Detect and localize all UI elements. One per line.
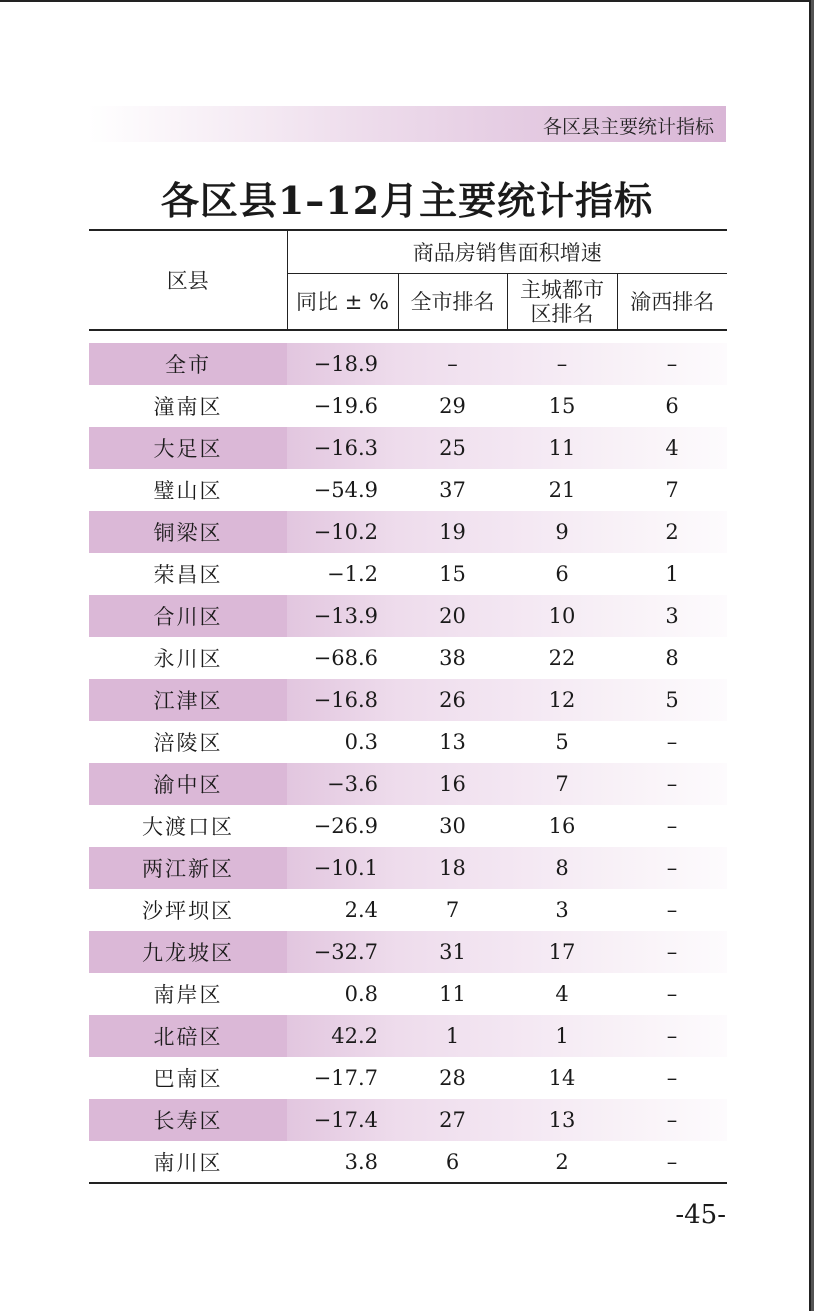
table-row	[89, 637, 727, 679]
city-rank-cell: 26	[398, 679, 507, 721]
county-name-cell: 两江新区	[89, 847, 287, 889]
table-body	[89, 330, 727, 1183]
metro-rank-cell: 17	[507, 931, 617, 973]
city-rank-cell: –	[398, 343, 507, 385]
west-rank-cell: 4	[617, 427, 727, 469]
table-row	[89, 1099, 727, 1141]
county-name-cell: 永川区	[153, 647, 223, 671]
table-row	[89, 385, 727, 427]
west-rank-cell: –	[617, 847, 727, 889]
table-row	[89, 343, 727, 385]
west-rank-cell: 3	[617, 595, 727, 637]
bottom-rule	[89, 1182, 727, 1184]
yoy-cell: 0.3	[344, 730, 378, 754]
metro-rank-cell: 14	[548, 1066, 576, 1090]
metro-rank-cell: 10	[507, 595, 617, 637]
county-name-cell: 大渡口区	[142, 815, 234, 839]
county-name-cell: 潼南区	[153, 395, 223, 419]
county-name-cell: 大足区	[89, 427, 287, 469]
yoy-cell: −16.8	[287, 679, 398, 721]
west-rank-cell: –	[666, 730, 678, 754]
west-rank-cell: 1	[665, 562, 679, 586]
yoy-cell: −26.9	[313, 814, 378, 838]
west-rank-cell: 2	[617, 511, 727, 553]
city-rank-cell: 28	[439, 1066, 466, 1090]
yoy-cell: −54.9	[313, 478, 378, 502]
metro-rank-cell: 8	[507, 847, 617, 889]
metro-rank-cell: 3	[555, 898, 569, 922]
city-rank-cell: 19	[398, 511, 507, 553]
city-rank-cell: 25	[398, 427, 507, 469]
metro-rank-cell: 11	[507, 427, 617, 469]
table-row	[89, 1015, 727, 1057]
metro-rank-cell: 7	[507, 763, 617, 805]
city-rank-cell: 16	[398, 763, 507, 805]
county-name-cell: 九龙坡区	[89, 931, 287, 973]
table-row	[89, 427, 727, 469]
table-row	[89, 679, 727, 721]
metro-rank-column-header	[507, 274, 617, 331]
county-name-cell: 涪陵区	[153, 731, 223, 755]
table-row	[89, 721, 727, 763]
table-row	[89, 973, 727, 1015]
table-row	[89, 805, 727, 847]
west-rank-cell: –	[666, 898, 678, 922]
table-row	[89, 1141, 727, 1183]
county-name-cell: 全市	[89, 343, 287, 385]
west-rank-cell: –	[617, 1015, 727, 1057]
county-name-cell: 长寿区	[89, 1099, 287, 1141]
city-rank-cell: 13	[439, 730, 466, 754]
county-name-cell: 荣昌区	[153, 563, 223, 587]
yoy-cell: −3.6	[287, 763, 398, 805]
running-header	[88, 106, 726, 142]
west-rank-cell: –	[666, 1150, 678, 1174]
table-row	[89, 595, 727, 637]
county-name-cell: 南岸区	[153, 983, 223, 1007]
yoy-cell: −19.6	[313, 394, 378, 418]
table-row	[89, 511, 727, 553]
city-rank-cell: 15	[439, 562, 466, 586]
table-row	[89, 889, 727, 931]
county-name-cell: 渝中区	[89, 763, 287, 805]
metro-rank-cell: –	[507, 343, 617, 385]
west-rank-cell: 7	[665, 478, 679, 502]
city-rank-cell: 37	[439, 478, 466, 502]
yoy-cell: −68.6	[313, 646, 378, 670]
page-title: 各区县1–12月主要统计指标	[160, 178, 654, 223]
west-rank-column-header: 渝西排名	[617, 274, 727, 331]
group-column-header: 商品房销售面积增速	[287, 230, 727, 274]
city-rank-cell: 27	[398, 1099, 507, 1141]
county-name-cell: 江津区	[89, 679, 287, 721]
metro-rank-cell: 4	[555, 982, 569, 1006]
county-column-header: 区县	[89, 230, 287, 330]
metro-rank-cell: 6	[555, 562, 569, 586]
yoy-cell: 0.8	[344, 982, 378, 1006]
city-rank-cell: 1	[398, 1015, 507, 1057]
metro-rank-cell: 15	[548, 394, 576, 418]
table-row	[89, 847, 727, 889]
yoy-cell: −32.7	[287, 931, 398, 973]
metro-rank-header-line2: 区排名	[530, 301, 594, 326]
yoy-cell: 2.4	[344, 898, 378, 922]
running-header-title: 各区县主要统计指标	[542, 116, 714, 138]
table-row	[89, 553, 727, 595]
west-rank-cell: –	[617, 931, 727, 973]
county-name-cell: 沙坪坝区	[142, 899, 234, 923]
west-rank-cell: –	[617, 763, 727, 805]
county-name-cell: 巴南区	[153, 1067, 223, 1091]
city-rank-cell: 11	[439, 982, 466, 1006]
yoy-cell: 42.2	[287, 1015, 398, 1057]
city-rank-cell: 38	[439, 646, 466, 670]
city-rank-cell: 18	[398, 847, 507, 889]
metro-rank-cell: 1	[507, 1015, 617, 1057]
metro-rank-cell: 13	[507, 1099, 617, 1141]
statistics-table	[89, 229, 727, 1183]
yoy-cell: −17.4	[287, 1099, 398, 1141]
metro-rank-cell: 21	[548, 478, 576, 502]
county-name-cell: 璧山区	[153, 479, 223, 503]
yoy-cell: −16.3	[287, 427, 398, 469]
west-rank-cell: 5	[617, 679, 727, 721]
table-row	[89, 1057, 727, 1099]
yoy-cell: −10.2	[287, 511, 398, 553]
west-rank-cell: –	[666, 814, 678, 838]
metro-rank-cell: 5	[555, 730, 569, 754]
county-name-cell: 北碚区	[89, 1015, 287, 1057]
city-rank-cell: 7	[445, 898, 460, 922]
table-header	[89, 230, 727, 330]
metro-rank-cell: 16	[548, 814, 576, 838]
metro-rank-cell: 9	[507, 511, 617, 553]
west-rank-cell: 6	[665, 394, 679, 418]
spacer-row	[89, 330, 727, 343]
city-rank-cell: 30	[439, 814, 466, 838]
west-rank-cell: –	[666, 982, 678, 1006]
yoy-cell: −18.9	[287, 343, 398, 385]
metro-rank-cell: 22	[548, 646, 576, 670]
yoy-cell: −10.1	[287, 847, 398, 889]
city-rank-column-header: 全市排名	[398, 274, 507, 331]
west-rank-cell: –	[617, 1099, 727, 1141]
table-row	[89, 469, 727, 511]
city-rank-cell: 6	[445, 1150, 460, 1174]
city-rank-cell: 20	[398, 595, 507, 637]
page-number: -45-	[675, 1200, 726, 1230]
yoy-cell: −17.7	[313, 1066, 378, 1090]
yoy-cell: −1.2	[327, 562, 378, 586]
city-rank-cell: 29	[439, 394, 466, 418]
west-rank-cell: –	[666, 1066, 678, 1090]
yoy-cell: 3.8	[344, 1150, 378, 1174]
table-row	[89, 763, 727, 805]
yoy-cell: −13.9	[287, 595, 398, 637]
west-rank-cell: 8	[665, 646, 679, 670]
county-name-cell: 南川区	[153, 1151, 223, 1175]
metro-rank-cell: 2	[555, 1150, 569, 1174]
table-row	[89, 931, 727, 973]
county-name-cell: 合川区	[89, 595, 287, 637]
west-rank-cell: –	[617, 343, 727, 385]
county-name-cell: 铜梁区	[89, 511, 287, 553]
city-rank-cell: 31	[398, 931, 507, 973]
yoy-column-header: 同比 ± %	[287, 274, 398, 331]
metro-rank-header-line1: 主城都市	[520, 277, 604, 302]
metro-rank-cell: 12	[507, 679, 617, 721]
